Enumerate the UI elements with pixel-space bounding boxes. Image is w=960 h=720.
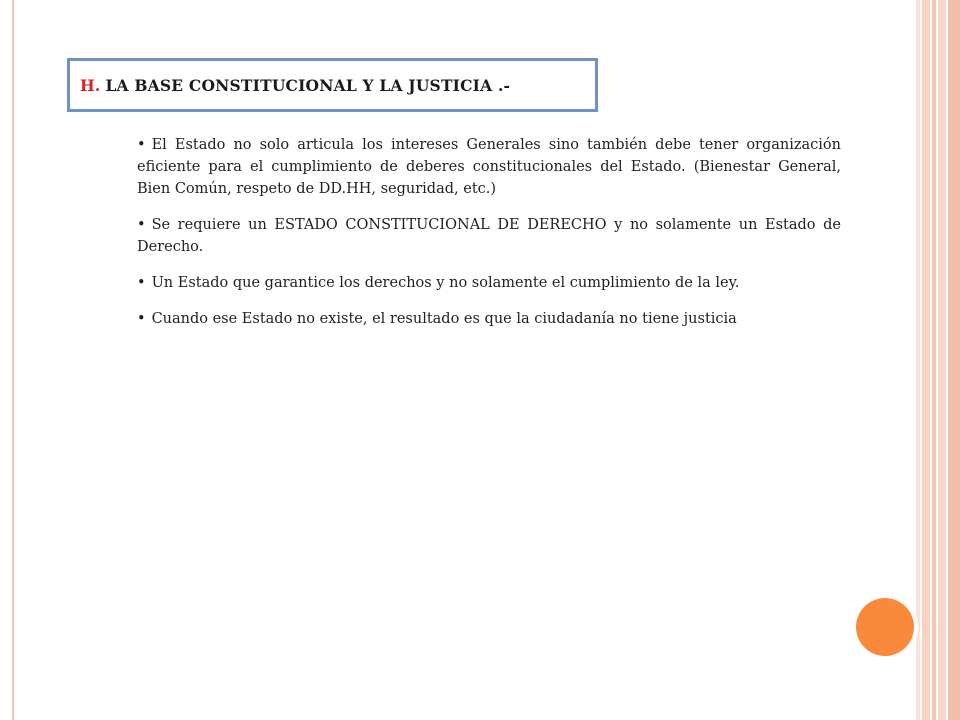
bullet-item [137,214,841,258]
bullet-item [137,272,841,294]
bullet-icon: • [137,137,146,153]
bullet-text: Cuando ese Estado no existe, el resultado es que la ciudadanía no tiene justicia [151,311,737,327]
decorative-stripe [948,0,960,720]
bullet-icon: • [137,275,146,291]
title-letter: H. [80,75,101,95]
left-border-line [12,0,14,720]
bullet-text: El Estado no solo articula los intereses Generales sino también debe tener organización eficiente para el cumplimiento de deberes constitucionales del Estado. (Bienestar General, Bien Común, respeto de DD.HH, seguridad, etc.) [137,137,841,197]
slide-title: LA BASE CONSTITUCIONAL Y LA JUSTICIA .- [105,75,511,95]
decorative-stripe [932,0,936,720]
decorative-stripe [916,0,920,720]
bullet-icon: • [137,217,146,233]
slide-title-box [67,58,598,112]
decorative-circle-icon [856,598,914,656]
bullet-text: Un Estado que garantice los derechos y no solamente el cumplimiento de la ley. [151,275,740,291]
bullet-item [137,134,841,200]
bullet-text: Se requiere un ESTADO CONSTITUCIONAL DE DERECHO y no solamente un Estado de Derecho. [137,217,841,255]
bullet-list [137,134,841,344]
decorative-stripe [938,0,946,720]
bullet-item [137,308,841,330]
bullet-icon: • [137,311,146,327]
decorative-stripe [922,0,930,720]
